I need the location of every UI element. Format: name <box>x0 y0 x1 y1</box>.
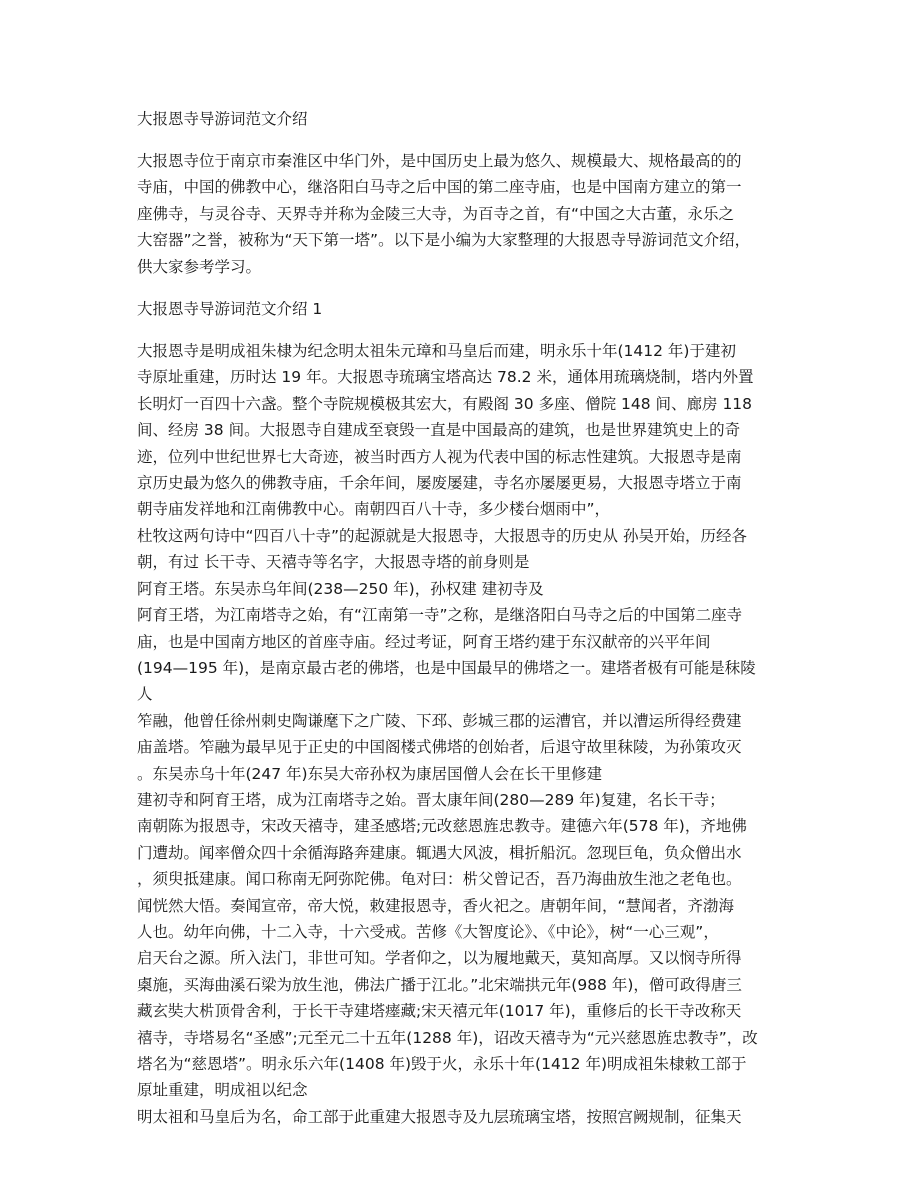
text-line: 大报恩寺是明成祖朱棣为纪念明太祖朱元璋和马皇后而建，明永乐十年(1412 年)于建初 <box>137 342 736 361</box>
text-line: 庙盖塔。笮融为最早见于正史的中国阁楼式佛塔的创始者，后退守故里秣陵，为孙策攻灭 <box>137 738 742 757</box>
body-paragraph <box>137 338 787 1130</box>
text-line: 庙，也是中国南方地区的首座寺庙。经过考证，阿育王塔约建于东汉献帝的兴平年间 <box>137 632 711 651</box>
text-line: 阿育王塔，为江南塔寺之始，有“江南第一寺”之称，是继洛阳白马寺之后的中国第二座寺 <box>137 606 743 625</box>
text-line: 原址重建，明成祖以纪念 <box>137 1081 308 1100</box>
text-line: 建初寺和阿育王塔，成为江南塔寺之始。晋太康年间(280—289 年)复建，名长干寺； <box>137 790 725 809</box>
text-line: 人 <box>137 685 153 704</box>
text-line: 门遭劫。闻率僧众四十余循海路奔建康。辄遇大风波，楫折船沉。忽现巨龟，负众僧出水 <box>137 843 742 862</box>
text-line: 藏玄奘大㭊顶骨舍利，于长干寺建塔瘗藏;宋天禧元年(1017 年)，重修后的长干寺改称天 <box>137 1002 742 1021</box>
text-line: 塔名为“慈恩塔”。明永乐六年(1408 年)毁于火，永乐十年(1412 年)明成祖朱棣敕工部于 <box>137 1055 747 1073</box>
text-line: 朝，有过 长干寺、天禧寺等名字，大报恩寺塔的前身则是 <box>137 553 530 572</box>
document-title: 大报恩寺导游词范文介绍 <box>137 110 308 128</box>
text-line: 阿育王塔。东吴赤乌年间(238—250 年)，孙权建 建初寺及 <box>137 579 544 598</box>
text-line: 㮚施，买海曲溪石梁为放生池，佛法广播于江北。”北宋端拱元年(988 年)，僧可政得唐三 <box>137 975 742 994</box>
text-line: ，须臾抵建康。闻口称南无阿弥陀佛。龟对曰：㭊父曾记否，吾乃海曲放生池之老龟也。 <box>137 870 742 889</box>
text-line: 大窑器”之誉，被称为“天下第一塔”。以下是小编为大家整理的大报恩寺导游词范文介绍， <box>137 231 751 250</box>
text-line: 寺原址重建，历时达 19 年。大报恩寺琉璃宝塔高达 78.2 米，通体用琉璃烧制，塔内外置 <box>137 368 754 387</box>
text-line: 人也。幼年向佛，十二入寺，十六受戒。苦修《大智度论》、《中论》，树“一心三观”， <box>137 922 719 941</box>
text-line: 大报恩寺位于南京市秦淮区中华门外，是中国历史上最为悠久、规模最大、规格最高的的 <box>137 152 742 170</box>
text-line: 朝寺庙发祥地和江南佛教中心。南朝四百八十寺，多少楼台烟雨中”， <box>137 500 611 519</box>
document-page <box>137 106 787 1130</box>
text-line: 闻恍然大悟。奏闻宣帝，帝大悦，敕建报恩寺，香火祀之。唐朝年间，“慧闻者，齐渤海 <box>137 896 735 915</box>
text-line: 笮融，他曾任徐州刺史陶谦麾下之广陵、下邳、彭城三郡的运漕官，并以漕运所得经费建 <box>137 711 742 730</box>
text-line: 座佛寺，与灵谷寺、天界寺并称为金陵三大寺，为百寺之首，有“中国之大古董，永乐之 <box>137 204 735 223</box>
text-line: 禧寺，寺塔易名“圣感”;元至元二十五年(1288 年)，诏改天禧寺为“元兴慈恩旌忠教寺”，改 <box>137 1028 758 1047</box>
text-line: 杜牧这两句诗中“四百八十寺”的起源就是大报恩寺，大报恩寺的历史从 孙吴开始，历经各 <box>137 526 747 545</box>
text-line: 南朝陈为报恩寺，宋改天禧寺，建圣感塔;元改慈恩旌忠教寺。建德六年(578 年)，齐地佛 <box>137 817 747 836</box>
text-line: 长明灯一百四十六盏。整个寺院规模极其宏大，有殿阁 30 多座、僧院 148 间、廊房 118 <box>137 394 753 413</box>
text-line: (194—195 年)，是南京最古老的佛塔，也是中国最早的佛塔之一。建塔者极有可能是秣陵 <box>137 658 756 677</box>
text-line: 启天台之源。所入法门，非世可知。学者仰之，以为履地戴天，莫知高厚。又以悯寺所得 <box>137 949 742 968</box>
text-line: 寺庙，中国的佛教中心，继洛阳白马寺之后中国的第二座寺庙，也是中国南方建立的第一 <box>137 178 742 197</box>
text-line: 明太祖和马皇后为名，命工部于此重建大报恩寺及九层琉璃宝塔，按照宫阙规制，征集天 <box>137 1107 742 1126</box>
text-line: 供大家参考学习。 <box>137 257 262 276</box>
text-line: 间、经房 38 间。大报恩寺自建成至衰毁一直是中国最高的建筑，也是世界建筑史上的奇 <box>137 421 741 440</box>
text-line: 京历史最为悠久的佛教寺庙，千余年间，屡废屡建，寺名亦屡屡更易，大报恩寺塔立于南 <box>137 474 742 493</box>
section-title: 大报恩寺导游词范文介绍 1 <box>137 300 323 319</box>
text-line: 迹，位列中世纪世界七大奇迹，被当时西方人视为代表中国的标志性建筑。大报恩寺是南 <box>137 447 742 466</box>
intro-paragraph <box>137 148 787 280</box>
text-line: 。东吴赤乌十年(247 年)东吴大帝孙权为康居国僧人会在长干里修建 <box>137 764 603 783</box>
